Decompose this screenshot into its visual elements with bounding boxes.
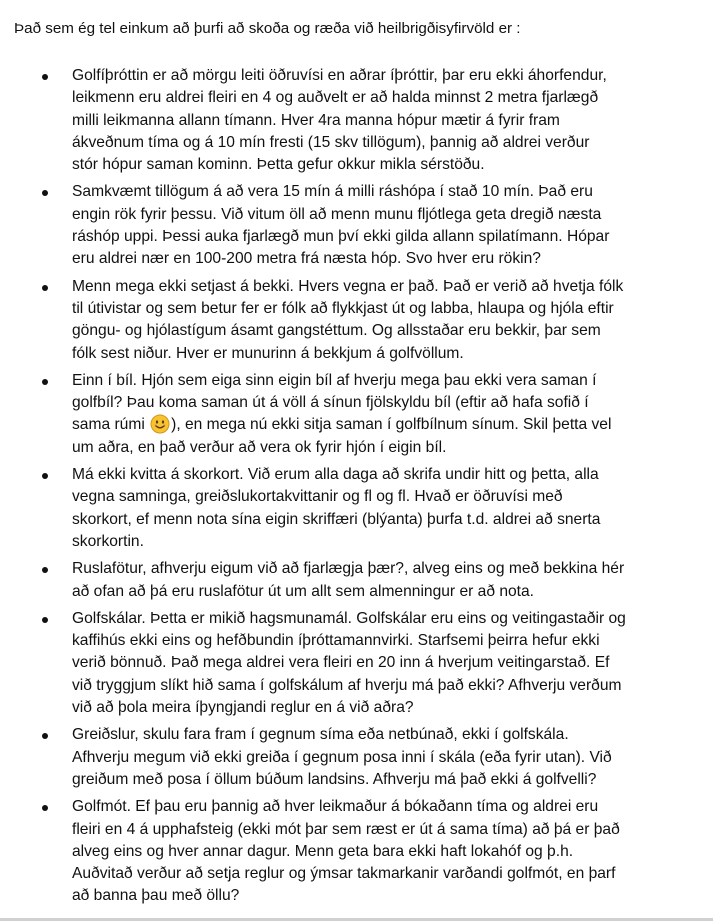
text-line-with-emoji xyxy=(72,414,683,436)
list-item xyxy=(14,276,683,365)
text-line: Golfíþróttin er að mörgu leiti öðruvísi en aðrar íþróttir, þar eru ekki áhorfendur, xyxy=(72,67,607,84)
text-line: til útivistar og sem betur fer er fólk að flykkjast út og labba, hlaupa og hjóla eftir xyxy=(72,299,614,317)
list-item xyxy=(14,181,683,270)
text-line: greiðum með posa í öllum búðum landsins. Afhverju má það ekki á golfvelli? xyxy=(72,770,597,788)
text-line: skorkortin. xyxy=(72,532,144,550)
text-line: Menn mega ekki setjast á bekki. Hvers vegna er það. Það er verið að hvetja fólk xyxy=(72,277,624,295)
text-line: Samkvæmt tillögum á að vera 15 mín á milli ráshópa í stað 10 mín. Það eru xyxy=(72,183,593,201)
text-line: Auðvitað verður að setja reglur og ýmsar takmarkanir varðandi golfmót, en þarf xyxy=(72,865,616,883)
text-line: leikmenn eru aldrei fleiri en 4 og auðvelt er að halda minnst 2 metra fjarlægð xyxy=(72,89,599,107)
bullet-dot-icon xyxy=(42,190,48,196)
text-line: kaffihús ekki eins og hefðbundin íþróttamannvirki. Starfsemi þeirra hefur ekki xyxy=(72,632,600,650)
text-line: Einn í bíl. Hjón sem eiga sinn eigin bíl af hverju mega þau ekki vera saman í xyxy=(72,371,597,389)
text-line: alveg eins og hver annar dagur. Menn geta bara ekki haft lokahóf og þ.h. xyxy=(72,842,574,860)
list-item xyxy=(14,724,683,791)
text-line: fólk sest niður. Hver er munurinn á bekkjum á golfvöllum. xyxy=(72,344,464,362)
bullet-dot-icon xyxy=(42,617,48,623)
bullet-list xyxy=(14,65,683,908)
smiling-face-emoji-icon xyxy=(150,414,170,434)
text-line: Golfmót. Ef þau eru þannig að hver leikmaður á bókaðann tíma og aldrei eru xyxy=(72,798,599,816)
text-line: skorkort, ef menn nota sína eigin skriffæri (blýanta) þurfa t.d. aldrei að snerta xyxy=(72,510,601,528)
list-item xyxy=(14,370,683,459)
text-line: Má ekki kvitta á skorkort. Við erum alla daga að skrifa undir hitt og þetta, alla xyxy=(72,466,599,484)
text-line: Golfskálar. Þetta er mikið hagsmunamál. Golfskálar eru eins og veitingastaðir og xyxy=(72,609,626,627)
text-segment: ), en mega nú ekki sitja saman í golfbílnum sínum. Skil þetta vel xyxy=(171,416,612,434)
text-line: um aðra, en það verður að vera ok fyrir hjón í eigin bíl. xyxy=(72,438,447,456)
list-item xyxy=(14,464,683,553)
list-item xyxy=(14,608,683,719)
text-line: fleiri en 4 á upphafsteig (ekki mót þar sem ræst er út á sama tíma) að þá er það xyxy=(72,820,620,838)
text-line: göngu- og hjólastígum ásamt gangstéttum. Og allsstaðar eru bekkir, þar sem xyxy=(72,322,601,340)
bullet-dot-icon xyxy=(42,733,48,739)
text-segment: sama rúmi xyxy=(72,416,150,434)
text-line: stór hópur saman kominn. Þetta gefur okkur mikla sérstöðu. xyxy=(72,156,485,174)
bullet-dot-icon xyxy=(42,285,48,291)
text-line: við að þola meira íþyngjandi reglur en á við aðra? xyxy=(72,699,414,717)
text-line: engin rök fyrir þessu. Við vitum öll að menn munu fljótlega geta dregið næsta xyxy=(72,205,602,223)
text-line: ákveðnum tíma og á 10 mín fresti (15 skv tillögum), þannig að aldrei verður xyxy=(72,133,590,151)
text-line: golfbíl? Þau koma saman út á völl á sínun fjölskyldu bíl (eftir að hafa sofið í xyxy=(72,394,589,412)
text-line: ráshóp uppi. Þessi auka fjarlægð mun því ekki gilda allann spilatímann. Hópar xyxy=(72,228,610,246)
text-line: Ruslafötur, afhverju eigum við að fjarlægja þær?, alveg eins og með bekkina hér xyxy=(72,560,625,578)
text-line: að ofan að þá eru ruslafötur út um allt sem almenningur er að nota. xyxy=(72,582,535,600)
bullet-dot-icon xyxy=(42,567,48,573)
bullet-dot-icon xyxy=(42,805,48,811)
text-line: verið bönnuð. Það mega aldrei vera fleiri en 20 inn á hverjum veitingarstað. Ef xyxy=(72,654,610,672)
text-line: Greiðslur, skulu fara fram í gegnum síma eða netbúnað, ekki í golfskála. xyxy=(72,726,569,744)
intro-paragraph: Það sem ég tel einkum að þurfi að skoða og ræða við heilbrigðisyfirvöld er : xyxy=(14,20,521,37)
text-line: vegna samninga, greiðslukortakvittanir og fl og fl. Hvað er öðruvísi með xyxy=(72,488,563,506)
bullet-dot-icon xyxy=(42,379,48,385)
text-line: milli leikmanna allann tímann. Hver 4ra manna hópur mætir á fyrir fram xyxy=(72,111,560,129)
text-line: Afhverju megum við ekki greiða í gegnum posa inni í skála (eða fyrir utan). Við xyxy=(72,748,612,766)
bullet-dot-icon xyxy=(42,473,48,479)
list-item xyxy=(14,65,683,176)
text-line: eru aldrei nær en 100-200 metra frá næsta hóp. Svo hver eru rökin? xyxy=(72,250,541,268)
list-item xyxy=(14,558,683,603)
list-item xyxy=(14,796,683,907)
text-line: að banna þau með öllu? xyxy=(72,887,240,905)
text-line: við tryggjum slíkt hið sama í golfskálum af hverju má það ekki? Afhverju verðum xyxy=(72,676,622,694)
bullet-dot-icon xyxy=(42,74,48,80)
